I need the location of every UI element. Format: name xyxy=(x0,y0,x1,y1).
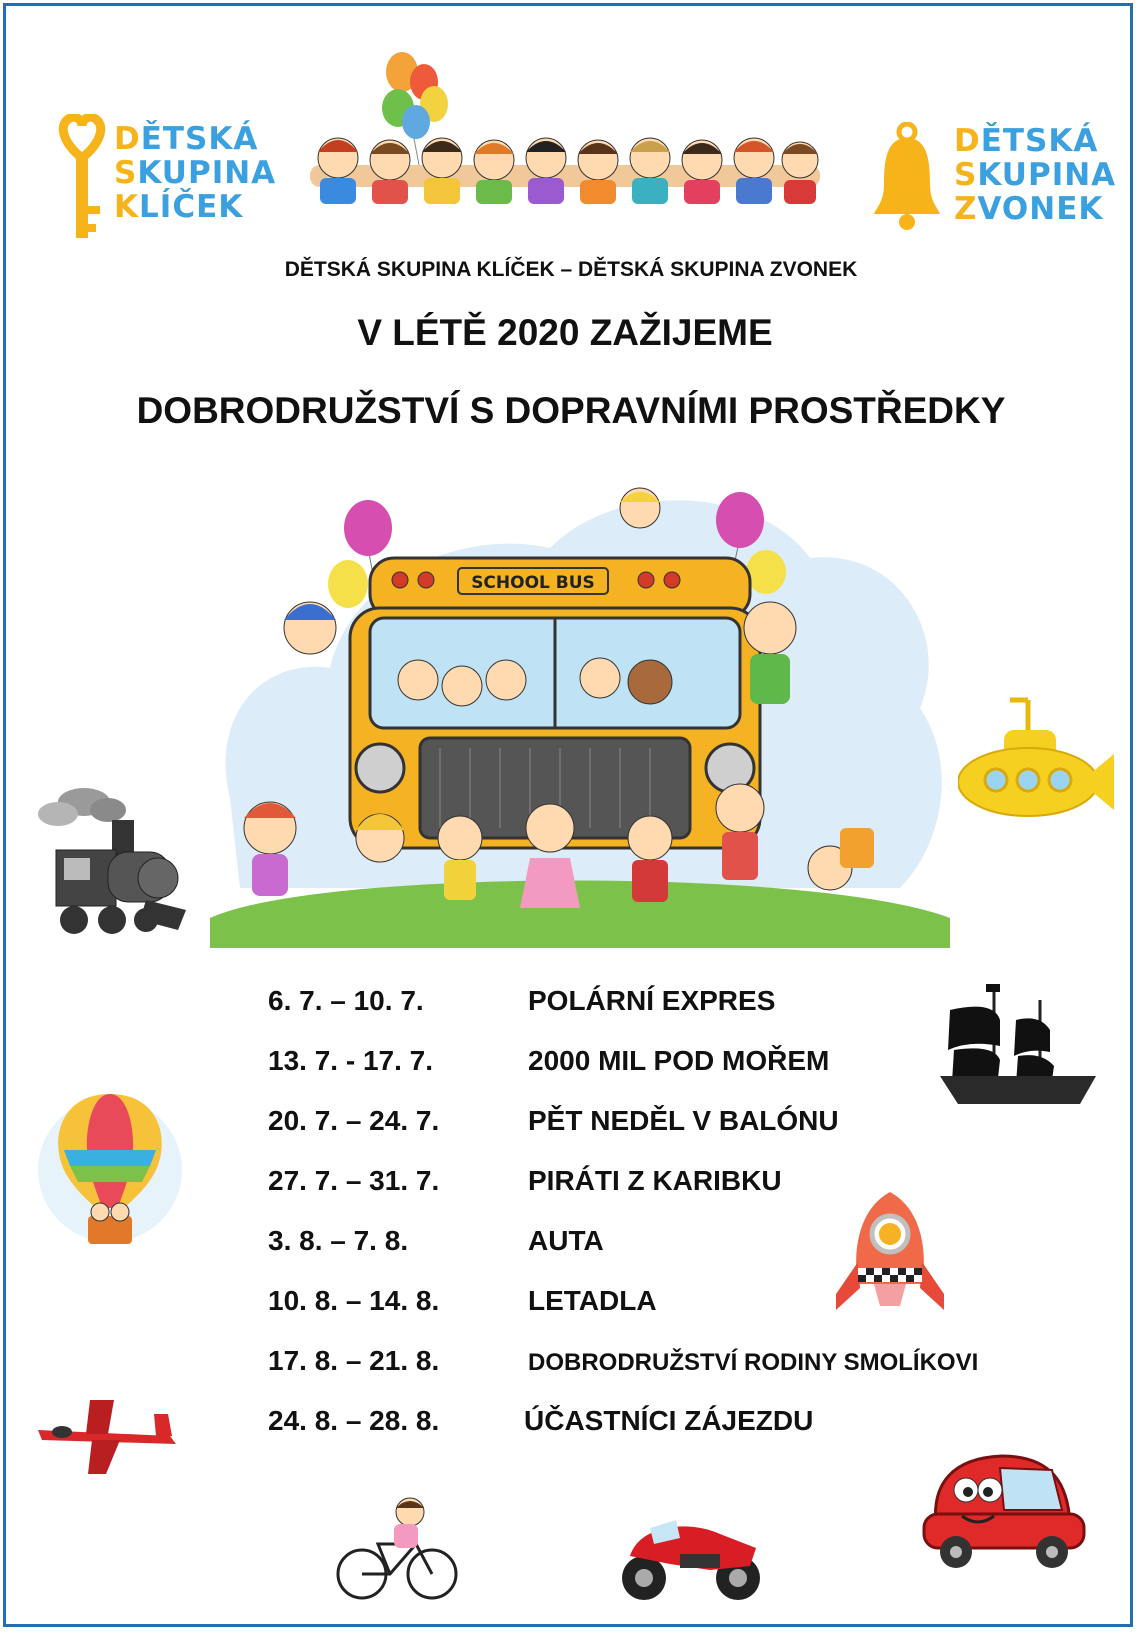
submarine-icon xyxy=(958,690,1118,840)
logo-right-line2-first: S xyxy=(954,157,978,193)
schedule-dates: 10. 8. – 14. 8. xyxy=(268,1285,440,1316)
schedule-theme: PIRÁTI Z KARIBKU xyxy=(528,1165,782,1196)
red-car-icon xyxy=(912,1444,1092,1574)
logo-right-text xyxy=(954,124,1116,226)
logo-right-line1: ĚTSKÁ xyxy=(980,123,1099,159)
school-bus-illustration xyxy=(200,468,960,948)
bus-sign: SCHOOL BUS xyxy=(471,573,595,593)
schedule-theme: AUTA xyxy=(528,1225,604,1256)
steam-train-icon xyxy=(28,780,188,940)
kids-balloons-illustration xyxy=(300,40,830,210)
pirate-ship-icon xyxy=(930,980,1100,1110)
schedule-dates: 27. 7. – 31. 7. xyxy=(268,1165,440,1196)
logo-left-line1: ĚTSKÁ xyxy=(140,121,259,157)
logo-right-line1-first: D xyxy=(954,123,981,159)
kids-row xyxy=(310,138,820,204)
schedule-theme: DOBRODRUŽSTVÍ RODINY SMOLÍKOVI xyxy=(528,1349,979,1376)
schedule-theme: LETADLA xyxy=(528,1285,657,1316)
schedule-dates: 20. 7. – 24. 7. xyxy=(268,1105,440,1136)
logo-left-line3: LÍČEK xyxy=(139,189,244,225)
hot-air-balloon-icon xyxy=(30,1090,190,1250)
logo-right-line3: VONEK xyxy=(977,191,1104,227)
logo-left-line2: KUPINA xyxy=(137,155,277,191)
motorcycle-icon xyxy=(610,1504,770,1604)
logo-left-line3-first: K xyxy=(114,189,140,225)
subtitle: DĚTSKÁ SKUPINA KLÍČEK – DĚTSKÁ SKUPINA ZVONEK xyxy=(284,258,858,281)
logo-left-line2-first: S xyxy=(114,155,138,191)
schedule-dates: 6. 7. – 10. 7. xyxy=(268,985,424,1016)
grass xyxy=(210,881,950,949)
airplane-icon xyxy=(30,1390,180,1480)
logo-left-text xyxy=(114,122,276,224)
schedule-dates: 13. 7. - 17. 7. xyxy=(268,1045,433,1076)
schedule-dates: 3. 8. – 7. 8. xyxy=(268,1225,409,1256)
logo-right-line2: KUPINA xyxy=(977,157,1117,193)
logo-left-line1-first: D xyxy=(114,121,141,157)
schedule-theme: ÚČASTNÍCI ZÁJEZDU xyxy=(524,1405,814,1436)
logo-right-line3-first: Z xyxy=(954,191,978,227)
cyclist-icon xyxy=(332,1494,460,1604)
schedule-theme: POLÁRNÍ EXPRES xyxy=(528,985,776,1016)
schedule-dates: 17. 8. – 21. 8. xyxy=(268,1345,440,1376)
schedule-dates: 24. 8. – 28. 8. xyxy=(268,1405,440,1436)
schedule-theme: PĚT NEDĚL V BALÓNU xyxy=(528,1105,839,1136)
bell-icon xyxy=(872,122,942,232)
rocket-icon xyxy=(830,1188,950,1318)
key-icon xyxy=(56,114,108,242)
schedule-theme: 2000 MIL POD MOŘEM xyxy=(528,1045,830,1076)
title-line-2: DOBRODRUŽSTVÍ S DOPRAVNÍMI PROSTŘEDKY xyxy=(136,390,1006,431)
title-line-1: V LÉTĚ 2020 ZAŽIJEME xyxy=(357,312,773,353)
